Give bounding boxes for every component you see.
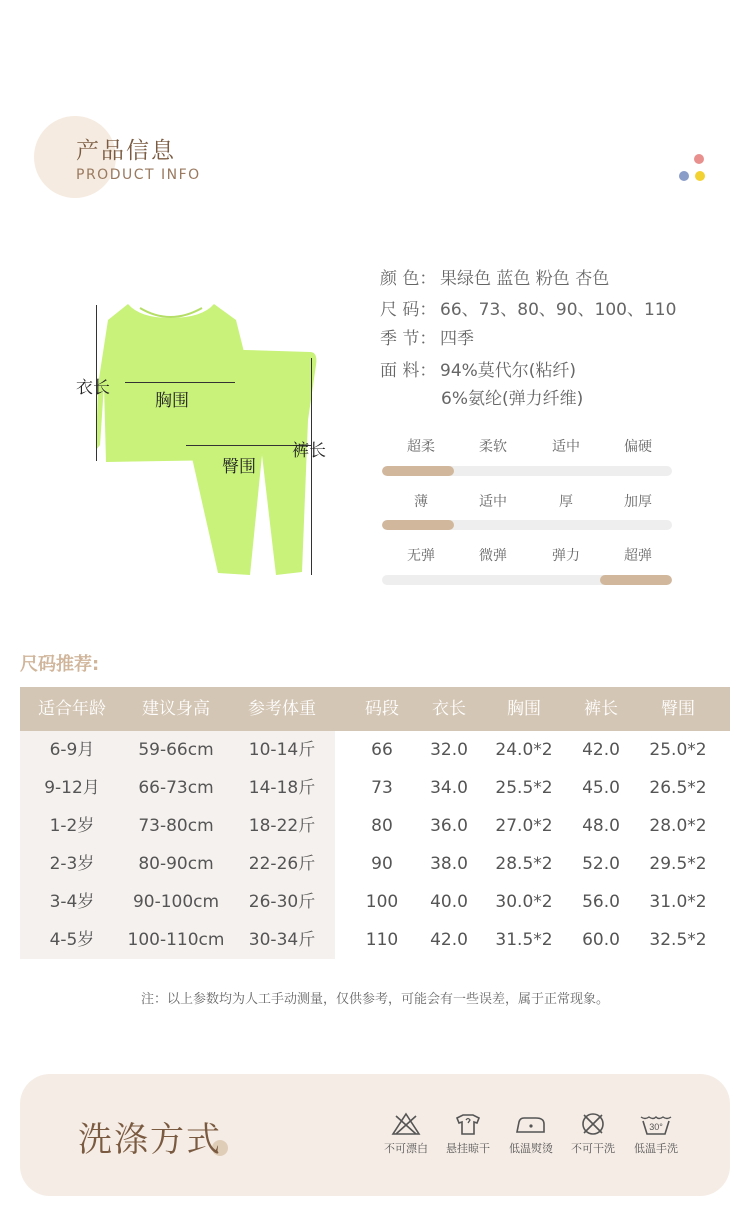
scale-label: 无弹 xyxy=(407,548,435,564)
cell-length: 32.0 xyxy=(430,740,468,760)
info-fabric-line1: 94%莫代尔(粘纤) xyxy=(440,361,577,381)
cell-chest: 25.5*2 xyxy=(495,778,553,798)
scale-label: 偏硬 xyxy=(624,439,652,455)
scale-label: 厚 xyxy=(559,494,573,510)
info-color-value: 果绿色 蓝色 粉色 杏色 xyxy=(440,269,610,289)
scale-fill xyxy=(600,575,672,585)
scale-fill xyxy=(382,520,454,530)
table-row xyxy=(20,883,730,921)
measurement-note: 注：以上参数均为人工手动测量，仅供参考，可能会有一些误差，属于正常现象。 xyxy=(140,992,609,1007)
info-season-value: 四季 xyxy=(440,329,474,349)
cell-pants-length: 42.0 xyxy=(582,740,620,760)
table-row xyxy=(20,731,730,769)
cell-chest: 27.0*2 xyxy=(495,816,553,836)
th-weight: 参考体重 xyxy=(248,699,316,719)
cell-chest: 30.0*2 xyxy=(495,892,553,912)
scale-label: 弹力 xyxy=(552,548,580,564)
cell-height: 59-66cm xyxy=(138,740,214,760)
care-item-no-dry-clean: 不可干洗 xyxy=(563,1112,623,1156)
cell-length: 36.0 xyxy=(430,816,468,836)
scale-label: 柔软 xyxy=(479,439,507,455)
cell-chest: 28.5*2 xyxy=(495,854,553,874)
scale-label: 超柔 xyxy=(407,439,435,455)
cell-weight: 30-34斤 xyxy=(248,930,316,950)
hand-wash-icon xyxy=(639,1112,673,1136)
scale-label: 薄 xyxy=(414,494,428,510)
cell-length: 38.0 xyxy=(430,854,468,874)
cell-height: 100-110cm xyxy=(127,930,225,950)
cell-pants-length: 52.0 xyxy=(582,854,620,874)
cell-weight: 18-22斤 xyxy=(248,816,316,836)
label-pants-length: 裤长 xyxy=(292,441,326,461)
cell-chest: 24.0*2 xyxy=(495,740,553,760)
cell-size: 100 xyxy=(365,892,399,912)
svg-text:30°: 30° xyxy=(649,1122,663,1132)
care-item-low-iron: 低温熨烫 xyxy=(501,1112,561,1156)
cell-length: 34.0 xyxy=(430,778,468,798)
cell-weight: 26-30斤 xyxy=(248,892,316,912)
cell-weight: 10-14斤 xyxy=(248,740,316,760)
table-row xyxy=(20,921,730,959)
care-title: 洗涤方式 xyxy=(78,1120,222,1160)
cell-hip: 26.5*2 xyxy=(649,778,707,798)
pink-dot-icon xyxy=(694,154,704,164)
care-item-hand-wash: 30° 低温手洗 xyxy=(626,1112,686,1156)
table-row xyxy=(20,845,730,883)
scale-label: 加厚 xyxy=(624,494,652,510)
scale-label: 超弹 xyxy=(624,548,652,564)
cell-size: 80 xyxy=(371,816,393,836)
size-recommend-title: 尺码推荐: xyxy=(20,654,100,675)
scale-label: 微弹 xyxy=(479,548,507,564)
cell-size: 66 xyxy=(371,740,393,760)
cell-chest: 31.5*2 xyxy=(495,930,553,950)
cell-pants-length: 60.0 xyxy=(582,930,620,950)
section-subtitle: PRODUCT INFO xyxy=(76,167,201,183)
table-row xyxy=(20,807,730,845)
no-bleach-icon xyxy=(391,1112,421,1136)
care-item-hang-dry: 悬挂晾干 xyxy=(438,1112,498,1156)
cell-height: 66-73cm xyxy=(138,778,214,798)
th-chest: 胸围 xyxy=(507,699,541,719)
blue-dot-icon xyxy=(679,171,689,181)
cell-length: 40.0 xyxy=(430,892,468,912)
size-table-header xyxy=(20,687,730,731)
th-pants-length: 裤长 xyxy=(584,699,618,719)
scale-fill xyxy=(382,466,454,476)
cell-hip: 31.0*2 xyxy=(649,892,707,912)
no-dry-clean-icon xyxy=(578,1112,608,1136)
section-title-product-info: 产品信息 xyxy=(76,138,176,164)
info-fabric-line2: 6%氨纶(弹力纤维) xyxy=(441,389,584,409)
cell-hip: 28.0*2 xyxy=(649,816,707,836)
info-fabric-row: 面 料： 94%莫代尔(粘纤) xyxy=(380,361,577,381)
cell-length: 42.0 xyxy=(430,930,468,950)
cell-pants-length: 56.0 xyxy=(582,892,620,912)
cell-height: 90-100cm xyxy=(132,892,220,912)
info-size-row: 尺 码： 66、73、80、90、100、110 xyxy=(380,300,677,320)
cell-hip: 29.5*2 xyxy=(649,854,707,874)
table-row xyxy=(20,769,730,807)
cell-age: 3-4岁 xyxy=(49,892,95,912)
cell-height: 80-90cm xyxy=(138,854,214,874)
cell-age: 2-3岁 xyxy=(49,854,95,874)
cell-age: 6-9月 xyxy=(49,740,95,760)
scale-label: 适中 xyxy=(552,439,580,455)
th-length: 衣长 xyxy=(432,699,466,719)
scale-label: 适中 xyxy=(479,494,507,510)
cell-age: 4-5岁 xyxy=(49,930,95,950)
cell-size: 110 xyxy=(365,930,399,950)
th-size: 码段 xyxy=(365,699,399,719)
label-garment-length: 衣长 xyxy=(76,378,110,398)
cell-weight: 14-18斤 xyxy=(248,778,316,798)
softness-scale-track xyxy=(382,466,672,476)
info-season-row: 季 节： 四季 xyxy=(380,329,474,349)
cell-height: 73-80cm xyxy=(138,816,214,836)
cell-age: 1-2岁 xyxy=(49,816,95,836)
care-item-no-bleach: 不可漂白 xyxy=(376,1112,436,1156)
cell-hip: 25.0*2 xyxy=(649,740,707,760)
cell-size: 73 xyxy=(371,778,393,798)
th-hip: 臀围 xyxy=(661,699,695,719)
cell-pants-length: 48.0 xyxy=(582,816,620,836)
cell-hip: 32.5*2 xyxy=(649,930,707,950)
label-chest: 胸围 xyxy=(155,391,189,411)
low-iron-icon xyxy=(514,1112,548,1136)
info-color-row: 颜 色： 果绿色 蓝色 粉色 杏色 xyxy=(380,269,610,289)
elasticity-scale-track xyxy=(382,575,672,585)
label-hip: 臀围 xyxy=(222,457,256,477)
th-age: 适合年龄 xyxy=(38,699,106,719)
hang-dry-icon xyxy=(453,1112,483,1136)
thickness-scale-track xyxy=(382,520,672,530)
th-height: 建议身高 xyxy=(142,699,210,719)
yellow-dot-icon xyxy=(695,171,705,181)
cell-weight: 22-26斤 xyxy=(248,854,316,874)
cell-pants-length: 45.0 xyxy=(582,778,620,798)
info-size-value: 66、73、80、90、100、110 xyxy=(440,300,677,320)
cell-age: 9-12月 xyxy=(44,778,100,798)
cell-size: 90 xyxy=(371,854,393,874)
